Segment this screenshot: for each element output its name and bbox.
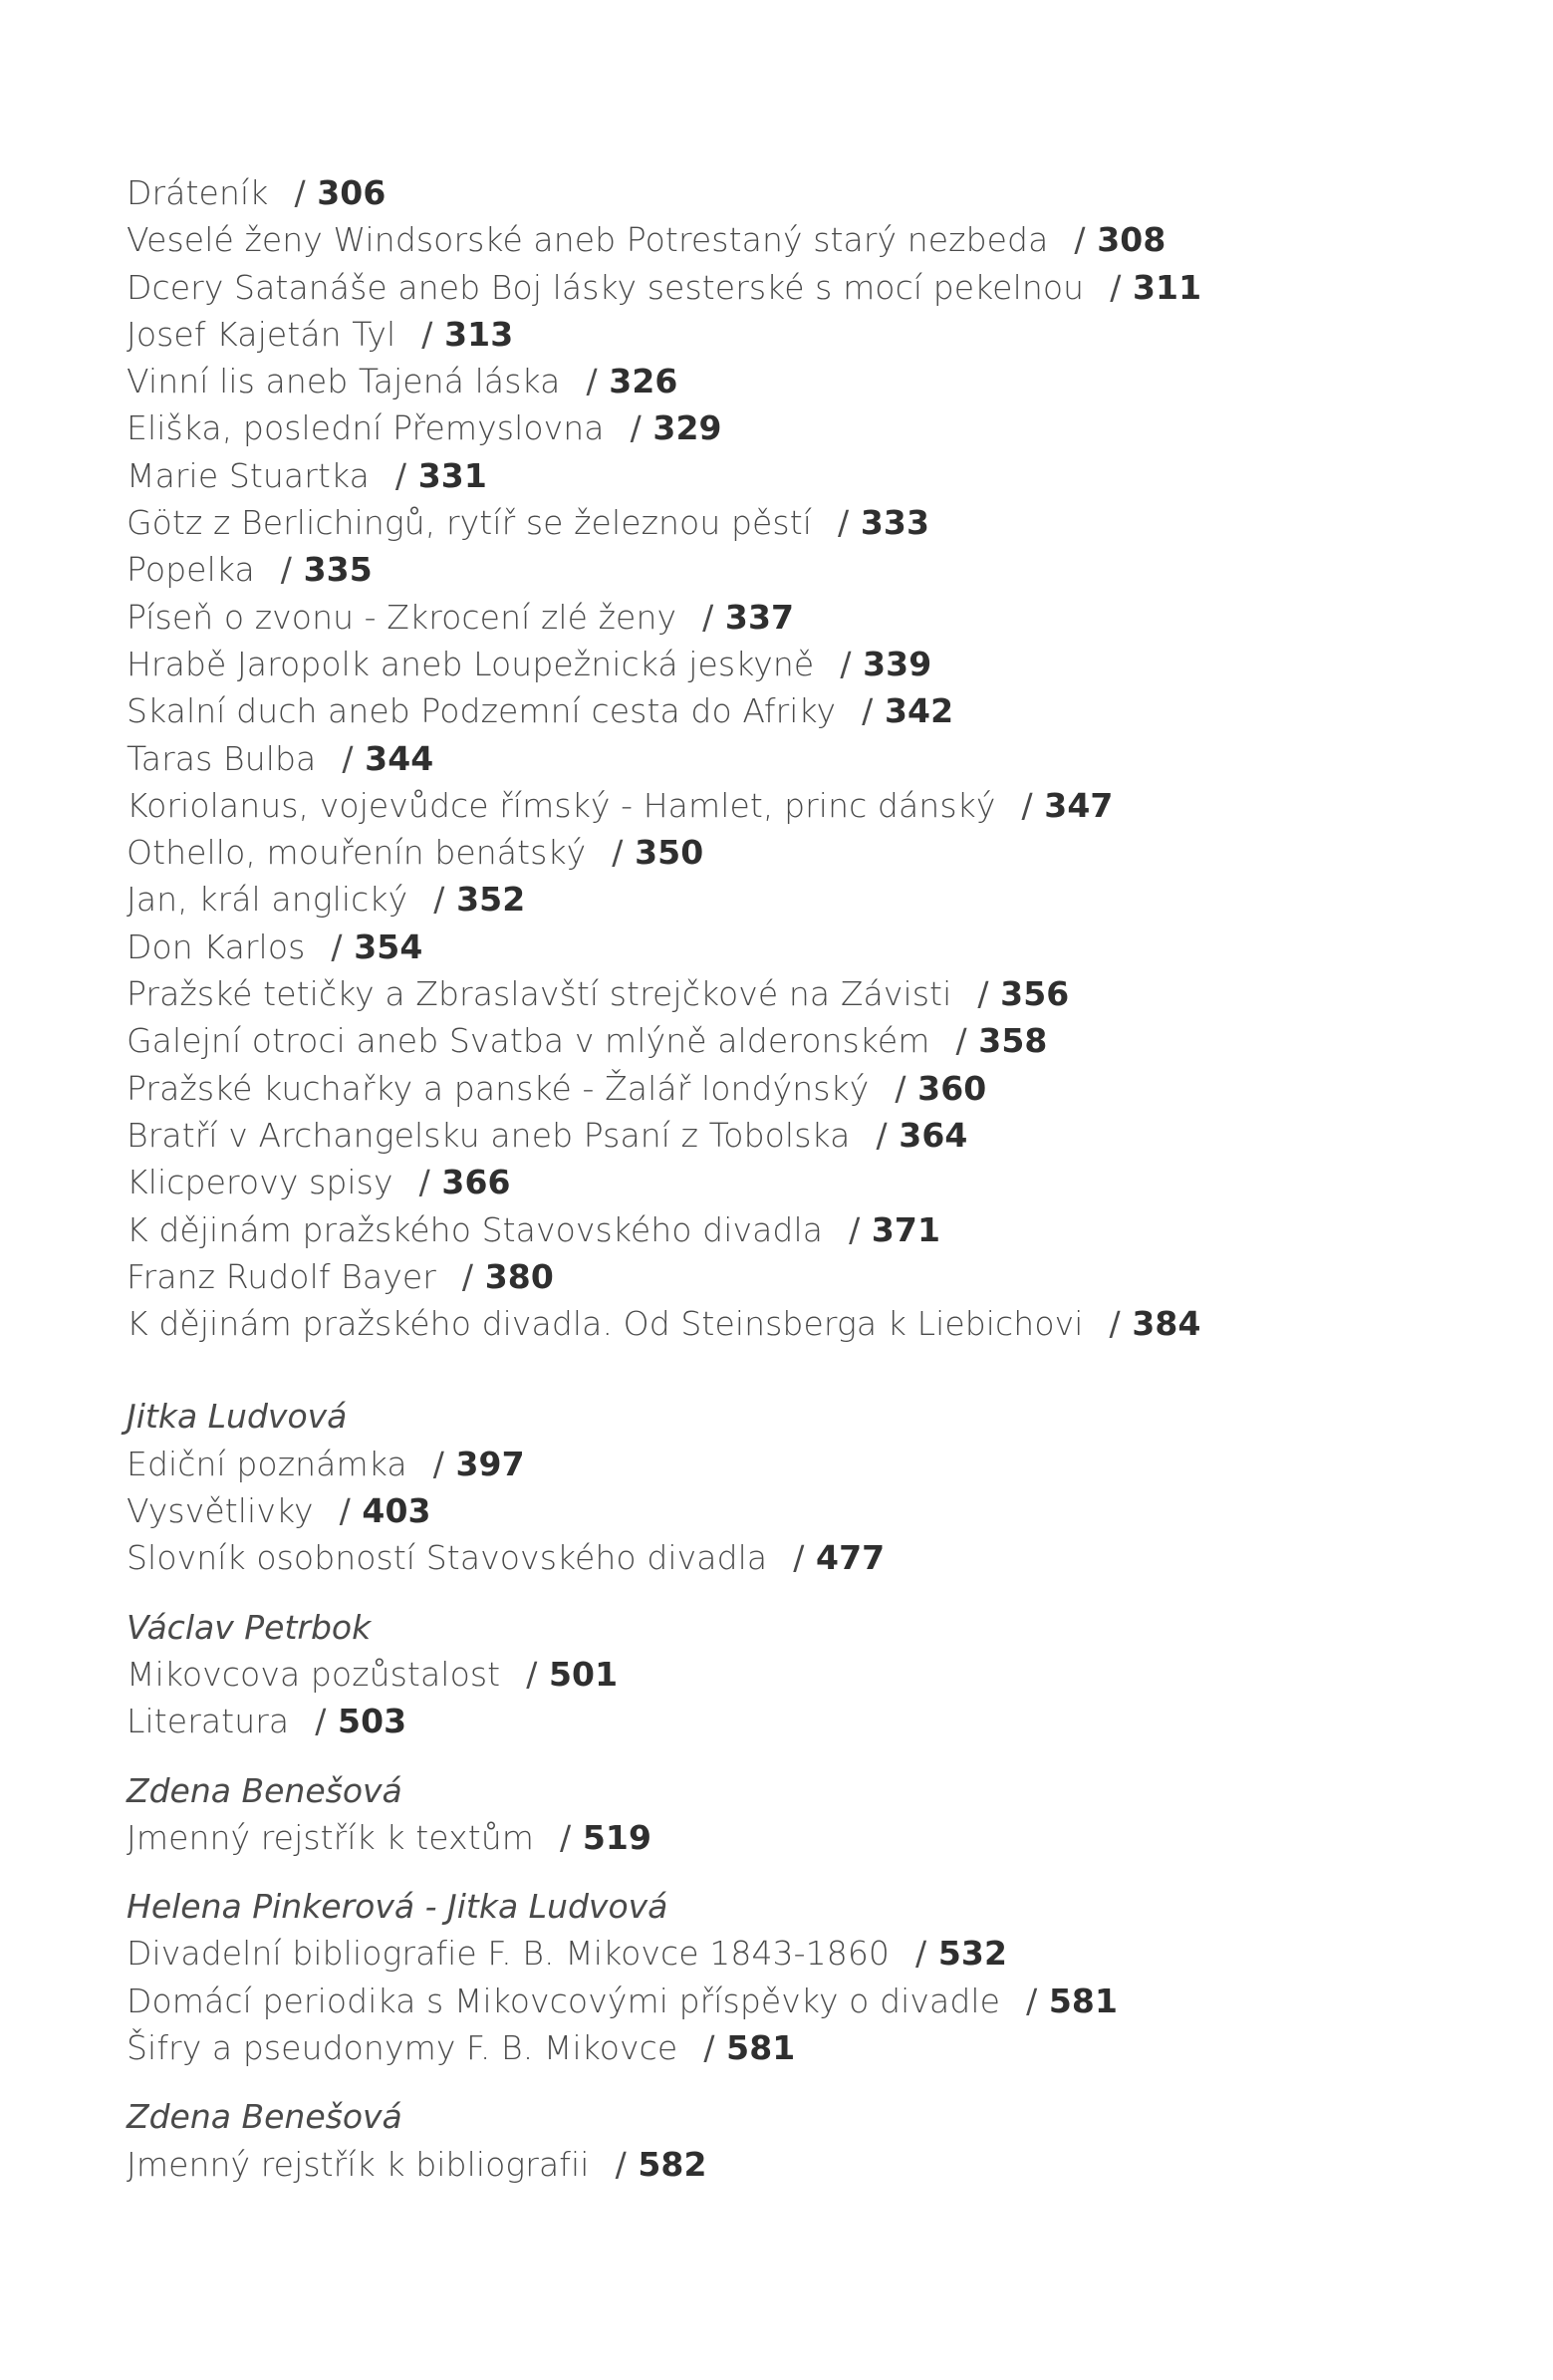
author-section xyxy=(127,1604,1501,1745)
page-number: 397 xyxy=(443,1444,525,1483)
page-number: 519 xyxy=(571,1817,652,1857)
toc-entry xyxy=(127,970,1501,1017)
page-number: 582 xyxy=(626,2144,707,2184)
entry-title: Eliška, poslední Přemyslovna xyxy=(127,408,605,448)
page-separator: / xyxy=(421,314,433,354)
page-separator: / xyxy=(433,880,445,920)
author-section xyxy=(127,1767,1501,1862)
toc-entry xyxy=(127,1930,1501,1977)
toc-entry xyxy=(127,829,1501,876)
toc-entry xyxy=(127,1698,1501,1744)
page-separator: / xyxy=(461,1256,474,1296)
page-number: 364 xyxy=(887,1115,968,1155)
toc-entry xyxy=(127,735,1501,782)
page-separator: / xyxy=(280,550,293,590)
page-separator: / xyxy=(560,1817,572,1857)
page-separator: / xyxy=(586,362,598,401)
entry-title: Ediční poznámka xyxy=(127,1444,407,1483)
entry-title: Píseň o zvonu - Zkrocení zlé ženy xyxy=(127,597,677,637)
page-separator: / xyxy=(339,1491,351,1531)
page-number: 581 xyxy=(1037,1981,1119,2020)
page-number: 352 xyxy=(444,880,526,920)
toc-entry xyxy=(127,2024,1501,2071)
toc-entry xyxy=(127,2141,1501,2188)
toc-entry xyxy=(127,1159,1501,1205)
toc-entry xyxy=(127,311,1501,358)
entry-title: Jan, král anglický xyxy=(127,880,408,920)
entry-title: Veselé ženy Windsorské aneb Potrestaný starý nezbeda xyxy=(127,220,1049,260)
page-number: 356 xyxy=(988,974,1070,1014)
toc-entry xyxy=(127,1065,1501,1112)
page-separator: / xyxy=(702,597,714,637)
entry-title: Franz Rudolf Bayer xyxy=(127,1256,436,1296)
page-number: 358 xyxy=(966,1021,1048,1061)
page-separator: / xyxy=(793,1538,805,1578)
section-author: Jitka Ludvová xyxy=(127,1397,348,1437)
page-number: 339 xyxy=(851,644,932,683)
page-separator: / xyxy=(526,1654,538,1694)
entry-title: Šifry a pseudonymy F. B. Mikovce xyxy=(127,2027,678,2067)
entry-title: Jmenný rejstřík k textům xyxy=(127,1817,535,1857)
page-separator: / xyxy=(1074,220,1086,260)
toc-entry xyxy=(127,169,1501,216)
page-number: 360 xyxy=(906,1068,987,1108)
page-number: 329 xyxy=(641,408,722,448)
entry-title: Pražské tetičky a Zbraslavští strejčkové na Závisti xyxy=(127,974,952,1014)
page-number: 371 xyxy=(860,1209,941,1249)
toc-entry xyxy=(127,264,1501,311)
entry-title: K dějinám pražského divadla. Od Steinsberga k Liebichovi xyxy=(127,1304,1084,1344)
page-number: 333 xyxy=(849,503,930,543)
page-separator: / xyxy=(915,1934,927,1974)
toc-entry xyxy=(127,404,1501,451)
toc-entry xyxy=(127,641,1501,687)
page-separator: / xyxy=(862,691,874,731)
page-separator: / xyxy=(1021,785,1033,825)
entry-title: Literatura xyxy=(127,1702,290,1741)
page-number: 354 xyxy=(342,926,423,966)
page-number: 308 xyxy=(1085,220,1166,260)
page-separator: / xyxy=(342,738,354,778)
page-number: 347 xyxy=(1032,785,1114,825)
toc-entry xyxy=(127,1253,1501,1300)
entry-title: Divadelní bibliografie F. B. Mikovce 1843-1860 xyxy=(127,1934,891,1974)
toc-entry xyxy=(127,358,1501,404)
toc-entry xyxy=(127,924,1501,970)
page-number: 350 xyxy=(623,833,704,873)
entry-title: Dráteník xyxy=(127,173,269,212)
page-number: 311 xyxy=(1121,267,1202,307)
toc-entry xyxy=(127,1651,1501,1698)
entry-title: Marie Stuartka xyxy=(127,455,370,495)
page-number: 344 xyxy=(353,738,434,778)
page-number: 337 xyxy=(713,597,795,637)
entry-title: Bratří v Archangelsku aneb Psaní z Tobolska xyxy=(127,1115,851,1155)
toc-entry xyxy=(127,876,1501,923)
page-separator: / xyxy=(630,408,642,448)
entry-title: Don Karlos xyxy=(127,926,306,966)
entry-title: Götz z Berlichingů, rytíř se železnou pěstí xyxy=(127,503,813,543)
page-separator: / xyxy=(955,1021,967,1061)
page-number: 532 xyxy=(926,1934,1008,1974)
author-section xyxy=(127,1393,1501,1581)
entry-title: Klicperovy spisy xyxy=(127,1163,393,1202)
entry-title: Josef Kajetán Tyl xyxy=(127,314,396,354)
page-separator: / xyxy=(838,503,850,543)
authored-sections xyxy=(127,1393,1501,2187)
toc-entry xyxy=(127,1978,1501,2024)
page-number: 366 xyxy=(429,1163,511,1202)
entry-title: Slovník osobností Stavovského divadla xyxy=(127,1538,768,1578)
page-separator: / xyxy=(331,926,343,966)
page-separator: / xyxy=(612,833,624,873)
entry-title: Taras Bulba xyxy=(127,738,317,778)
section-author: Zdena Benešová xyxy=(127,1770,402,1810)
page-separator: / xyxy=(315,1702,327,1741)
page-number: 326 xyxy=(597,362,678,401)
page-number: 503 xyxy=(326,1702,407,1741)
toc-entry xyxy=(127,1534,1501,1581)
toc-entry xyxy=(127,782,1501,829)
page-number: 501 xyxy=(537,1654,619,1694)
toc-entry xyxy=(127,1441,1501,1487)
main-entry-list xyxy=(127,169,1501,1347)
entry-title: Mikovcova pozůstalost xyxy=(127,1654,501,1694)
page-separator: / xyxy=(294,173,306,212)
entry-title: Dcery Satanáše aneb Boj lásky sesterské s mocí pekelnou xyxy=(127,267,1085,307)
section-author: Helena Pinkerová - Jitka Ludvová xyxy=(127,1887,668,1927)
page-number: 380 xyxy=(473,1256,554,1296)
page-number: 313 xyxy=(432,314,514,354)
toc-entry xyxy=(127,1814,1501,1861)
page-separator: / xyxy=(840,644,852,683)
entry-title: Pražské kuchařky a panské - Žalář londýnský xyxy=(127,1068,870,1108)
page-number: 306 xyxy=(305,173,387,212)
page-separator: / xyxy=(432,1444,444,1483)
entry-title: Vinní lis aneb Tajená láska xyxy=(127,362,561,401)
entry-title: Vysvětlivky xyxy=(127,1491,314,1531)
page-number: 342 xyxy=(873,691,954,731)
toc-entry xyxy=(127,216,1501,263)
page-number: 331 xyxy=(406,455,487,495)
page-number: 335 xyxy=(292,550,373,590)
entry-title: K dějinám pražského Stavovského divadla xyxy=(127,1209,824,1249)
page-separator: / xyxy=(876,1115,888,1155)
toc-entry xyxy=(127,1206,1501,1253)
page-separator: / xyxy=(703,2027,715,2067)
entry-title: Koriolanus, vojevůdce římský - Hamlet, princ dánský xyxy=(127,785,996,825)
toc-entry xyxy=(127,499,1501,546)
section-author: Zdena Benešová xyxy=(127,2097,402,2137)
toc-entry xyxy=(127,452,1501,499)
entry-title: Galejní otroci aneb Svatba v mlýně alderonském xyxy=(127,1021,930,1061)
toc-entry xyxy=(127,1112,1501,1159)
page-separator: / xyxy=(849,1209,861,1249)
entry-title: Popelka xyxy=(127,550,255,590)
entry-title: Domácí periodika s Mikovcovými příspěvky o divadle xyxy=(127,1981,1001,2020)
page-number: 581 xyxy=(714,2027,796,2067)
page-separator: / xyxy=(615,2144,627,2184)
page-separator: / xyxy=(1109,1304,1121,1344)
entry-title: Jmenný rejstřík k bibliografii xyxy=(127,2144,590,2184)
author-section xyxy=(127,1883,1501,2071)
entry-title: Othello, mouřenín benátský xyxy=(127,833,587,873)
toc-entry xyxy=(127,687,1501,734)
page-separator: / xyxy=(394,455,407,495)
page-separator: / xyxy=(977,974,989,1014)
page-separator: / xyxy=(418,1163,430,1202)
toc-entry xyxy=(127,1017,1501,1064)
entry-title: Hrabě Jaropolk aneb Loupežnická jeskyně xyxy=(127,644,815,683)
page-separator: / xyxy=(1026,1981,1038,2020)
page-separator: / xyxy=(1110,267,1122,307)
author-section xyxy=(127,2093,1501,2188)
page-number: 477 xyxy=(804,1538,886,1578)
toc-entry xyxy=(127,546,1501,593)
toc-entry xyxy=(127,594,1501,641)
table-of-contents xyxy=(127,169,1501,2188)
page-number: 403 xyxy=(350,1491,431,1531)
section-author: Václav Petrbok xyxy=(127,1607,372,1647)
toc-entry xyxy=(127,1487,1501,1534)
toc-entry xyxy=(127,1300,1501,1347)
entry-title: Skalní duch aneb Podzemní cesta do Afriky xyxy=(127,691,837,731)
page-separator: / xyxy=(895,1068,906,1108)
page-number: 384 xyxy=(1120,1304,1201,1344)
